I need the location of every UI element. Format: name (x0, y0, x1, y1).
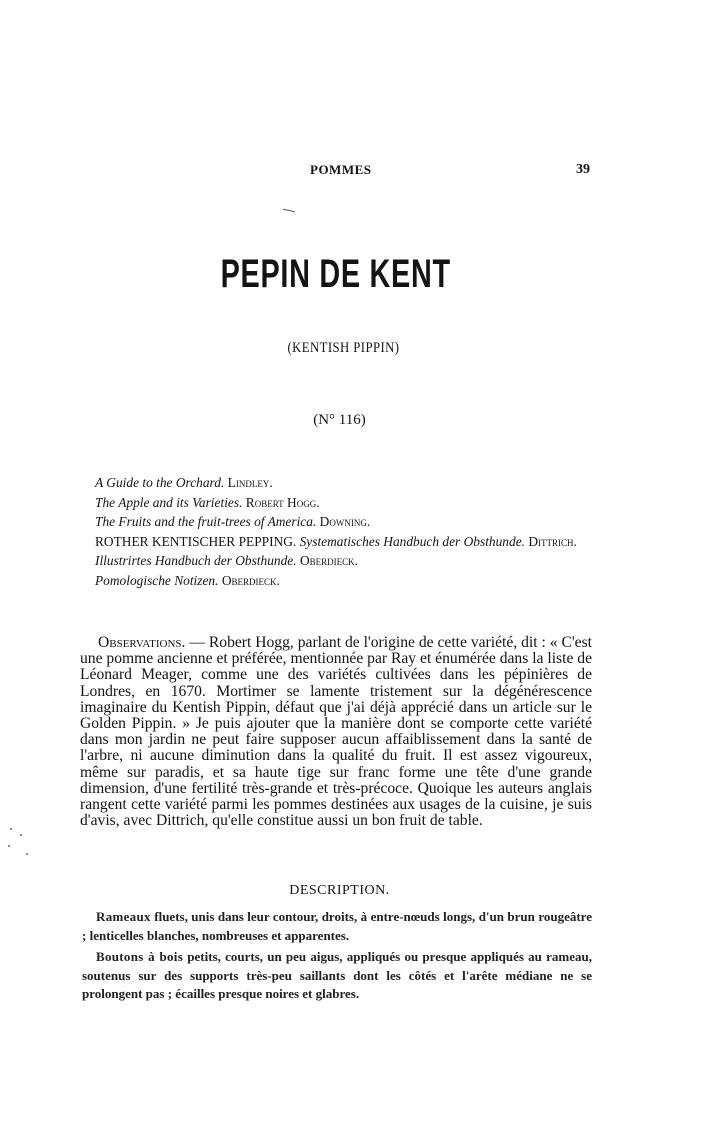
reference-lead: ROTHER KENTISCHER PEPPING. (95, 533, 297, 549)
observations-text: — Robert Hogg, parlant de l'origine de cette variété, dit : « C'est une pomme ancienne et préférée, mentionnée par Ray et énumérée dans la liste de Léonard Meager, comme une des variétés cultivées dans les pépinières de Londres, en 1670. Mortimer se lamente tristement sur la dégénérescence imaginaire du Kentish Pippin, défaut que j'ai déjà apprécié dans un article sur le Golden Pippin. » Je puis ajouter que la manière dont se comporte cette variété dans mon jardin ne peut faire supposer aucun affaiblissement dans la santé de l'arbre, ni aucune diminution dans la qualité du fruit. Il est assez vigoureux, même sur paradis, et sa haute tige sur franc forme une tête d'une grande dimension, d'une fertilité très-grande et très-précoce. Quoique les auteurs anglais rangent cette variété parmi les pommes destinées aux usages de la cuisine, je suis d'avis, avec Dittrich, qu'elle constitue aussi un bon fruit de table. (80, 634, 592, 830)
reference-work: The Apple and its Varieties. (95, 494, 243, 510)
reference-author: Lindley. (227, 475, 273, 490)
references-list (95, 473, 600, 590)
description-paragraph (82, 948, 592, 1004)
reference-item (95, 571, 600, 591)
reference-work: The Fruits and the fruit-trees of America. (95, 514, 317, 529)
reference-author: Robert Hogg. (245, 494, 320, 510)
reference-author: Oberdieck. (299, 553, 358, 568)
print-mark (283, 209, 295, 212)
description-paragraph (82, 908, 592, 945)
reference-author: Dittrich. (528, 533, 577, 549)
reference-item (95, 512, 600, 532)
reference-work: Pomologische Notizen. (95, 572, 219, 588)
description-heading: DESCRIPTION. (289, 883, 390, 898)
page-title: PEPIN DE KENT (220, 252, 451, 296)
description-term: Boutons à bois (96, 949, 184, 965)
running-head (0, 162, 707, 180)
reference-work: Systematisches Handbuch der Obsthunde. (299, 533, 525, 549)
reference-item (95, 532, 600, 552)
margin-speckles (6, 825, 36, 865)
description-text: fluets, unis dans leur contour, droits, à entre-nœuds longs, d'un brun rougeâtre ; lenticelles blanches, nombreuses et apparentes. (82, 909, 592, 943)
observations-lead: Observations. (98, 634, 186, 651)
reference-work: Illustrirtes Handbuch der Obsthunde. (95, 553, 297, 568)
description-term: Rameaux (96, 909, 151, 924)
reference-item (95, 551, 600, 571)
variety-number: (N° 116) (313, 412, 366, 428)
reference-author: Oberdieck. (221, 572, 280, 588)
running-title: POMMES (310, 162, 372, 177)
observations-paragraph (80, 635, 592, 829)
description-text: petits, courts, un peu aigus, appliqués ou presque appliqués au rameau, soutenus sur des supports très-peu saillants dont les côtés et l'arête médiane ne se prolongent pas ; écailles presque noires et glabres. (82, 949, 592, 1002)
reference-work: A Guide to the Orchard. (95, 475, 225, 490)
reference-item (95, 493, 600, 513)
page-number: 39 (576, 162, 590, 177)
reference-author: Downing. (319, 514, 371, 529)
description-section (82, 908, 592, 1007)
page-subtitle: (KENTISH PIPPIN) (287, 340, 400, 356)
reference-item (95, 473, 600, 493)
